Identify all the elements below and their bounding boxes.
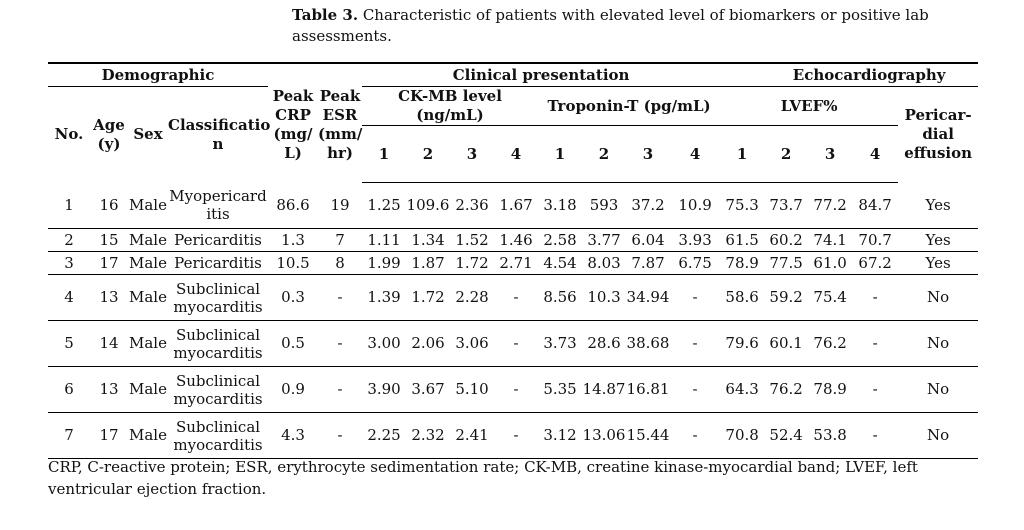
- cell-ckmb-3: 1.72: [450, 252, 494, 275]
- cell-ckmb-3: 2.28: [450, 275, 494, 321]
- cell-lvef-2: 60.2: [764, 229, 808, 252]
- tropt-header: Troponin-T (pg/mL): [538, 87, 720, 126]
- cell-ckmb-3: 2.36: [450, 183, 494, 229]
- cell-tropt-2: 10.3: [582, 275, 626, 321]
- cell-lvef-4: -: [852, 367, 898, 413]
- cell-tropt-4: 3.93: [670, 229, 720, 252]
- cell-lvef-3: 76.2: [808, 321, 852, 367]
- cell-sex: Male: [128, 183, 168, 229]
- cell-lvef-4: 84.7: [852, 183, 898, 229]
- cell-tropt-1: 2.58: [538, 229, 582, 252]
- patient-table: [48, 62, 978, 459]
- cell-no: 1: [48, 183, 90, 229]
- tt-4: 4: [670, 126, 720, 183]
- col-pericardial: Pericar- dial effusion: [904, 106, 973, 163]
- col-crp: Peak CRP (mg/ L): [272, 86, 314, 162]
- cell-lvef-2: 60.1: [764, 321, 808, 367]
- cell-sex: Male: [128, 252, 168, 275]
- cell-ckmb-1: 1.11: [362, 229, 406, 252]
- cell-classification: Subclinical myocarditis: [168, 321, 268, 367]
- cell-tropt-2: 3.77: [582, 229, 626, 252]
- cell-lvef-2: 73.7: [764, 183, 808, 229]
- cell-ckmb-2: 3.67: [406, 367, 450, 413]
- cell-tropt-3: 15.44: [626, 413, 670, 459]
- subgroup-header-row: [48, 87, 978, 126]
- cell-lvef-4: -: [852, 275, 898, 321]
- ck-2: 2: [406, 126, 450, 183]
- group-header-row: [48, 63, 978, 87]
- cell-tropt-4: 10.9: [670, 183, 720, 229]
- cell-ckmb-1: 1.25: [362, 183, 406, 229]
- cell-lvef-2: 77.5: [764, 252, 808, 275]
- cell-sex: Male: [128, 321, 168, 367]
- cell-tropt-4: -: [670, 321, 720, 367]
- cell-sex: Male: [128, 367, 168, 413]
- cell-pericardial-effusion: No: [898, 275, 978, 321]
- cell-esr: -: [318, 321, 362, 367]
- cell-lvef-3: 77.2: [808, 183, 852, 229]
- cell-crp: 4.3: [268, 413, 318, 459]
- cell-pericardial-effusion: No: [898, 413, 978, 459]
- cell-ckmb-4: 1.67: [494, 183, 538, 229]
- cell-ckmb-4: -: [494, 367, 538, 413]
- cell-ckmb-3: 2.41: [450, 413, 494, 459]
- cell-lvef-1: 78.9: [720, 252, 764, 275]
- lvef-4: 4: [852, 126, 898, 183]
- col-classification: Classificatio n: [168, 115, 271, 153]
- cell-crp: 86.6: [268, 183, 318, 229]
- cell-sex: Male: [128, 229, 168, 252]
- cell-tropt-3: 6.04: [626, 229, 670, 252]
- cell-ckmb-1: 3.00: [362, 321, 406, 367]
- cell-ckmb-4: -: [494, 413, 538, 459]
- cell-lvef-2: 52.4: [764, 413, 808, 459]
- cell-pericardial-effusion: Yes: [898, 229, 978, 252]
- cell-tropt-3: 7.87: [626, 252, 670, 275]
- clinical-header: Clinical presentation: [362, 63, 720, 87]
- cell-ckmb-1: 1.99: [362, 252, 406, 275]
- table-footnote: CRP, C-reactive protein; ESR, erythrocyte sedimentation rate; CK-MB, creatine kinase-myocardial band; LVEF, left ventricular ejection fraction.: [48, 458, 918, 498]
- cell-lvef-3: 78.9: [808, 367, 852, 413]
- cell-age: 15: [90, 229, 128, 252]
- cell-no: 2: [48, 229, 90, 252]
- cell-ckmb-2: 1.34: [406, 229, 450, 252]
- lvef-2: 2: [764, 126, 808, 183]
- cell-sex: Male: [128, 275, 168, 321]
- lvef-3: 3: [808, 126, 852, 183]
- cell-lvef-3: 74.1: [808, 229, 852, 252]
- cell-ckmb-3: 1.52: [450, 229, 494, 252]
- cell-tropt-2: 8.03: [582, 252, 626, 275]
- col-sex: Sex: [133, 125, 163, 144]
- cell-pericardial-effusion: Yes: [898, 252, 978, 275]
- cell-tropt-3: 38.68: [626, 321, 670, 367]
- cell-lvef-3: 61.0: [808, 252, 852, 275]
- cell-classification: Myopericard itis: [168, 183, 268, 229]
- cell-crp: 0.3: [268, 275, 318, 321]
- cell-lvef-4: 70.7: [852, 229, 898, 252]
- echo-header: Echocardiography: [720, 63, 978, 87]
- table-row: [48, 321, 978, 367]
- cell-ckmb-4: -: [494, 321, 538, 367]
- ck-4: 4: [494, 126, 538, 183]
- cell-tropt-2: 14.87: [582, 367, 626, 413]
- cell-esr: -: [318, 413, 362, 459]
- cell-lvef-2: 76.2: [764, 367, 808, 413]
- ck-1: 1: [362, 126, 406, 183]
- cell-age: 17: [90, 413, 128, 459]
- cell-no: 4: [48, 275, 90, 321]
- caption-text: Characteristic of patients with elevated level of biomarkers or positive lab assessments.: [292, 6, 929, 45]
- cell-tropt-4: 6.75: [670, 252, 720, 275]
- col-age: Age (y): [93, 115, 125, 153]
- table-row: [48, 252, 978, 275]
- cell-lvef-3: 53.8: [808, 413, 852, 459]
- cell-tropt-2: 28.6: [582, 321, 626, 367]
- table-row: [48, 413, 978, 459]
- table-row: [48, 183, 978, 229]
- cell-age: 14: [90, 321, 128, 367]
- cell-tropt-1: 5.35: [538, 367, 582, 413]
- cell-tropt-4: -: [670, 275, 720, 321]
- cell-ckmb-4: 1.46: [494, 229, 538, 252]
- cell-classification: Subclinical myocarditis: [168, 275, 268, 321]
- cell-lvef-4: -: [852, 413, 898, 459]
- cell-no: 7: [48, 413, 90, 459]
- cell-lvef-3: 75.4: [808, 275, 852, 321]
- cell-tropt-1: 8.56: [538, 275, 582, 321]
- cell-crp: 0.9: [268, 367, 318, 413]
- cell-lvef-4: -: [852, 321, 898, 367]
- table-row: [48, 275, 978, 321]
- cell-ckmb-4: 2.71: [494, 252, 538, 275]
- cell-pericardial-effusion: No: [898, 367, 978, 413]
- cell-lvef-1: 79.6: [720, 321, 764, 367]
- table-row: [48, 367, 978, 413]
- table-row: [48, 229, 978, 252]
- cell-esr: -: [318, 275, 362, 321]
- tt-3: 3: [626, 126, 670, 183]
- cell-lvef-1: 75.3: [720, 183, 764, 229]
- cell-crp: 0.5: [268, 321, 318, 367]
- table-body: [48, 183, 978, 459]
- cell-lvef-1: 58.6: [720, 275, 764, 321]
- cell-lvef-1: 70.8: [720, 413, 764, 459]
- cell-crp: 1.3: [268, 229, 318, 252]
- tt-1: 1: [538, 126, 582, 183]
- cell-lvef-4: 67.2: [852, 252, 898, 275]
- cell-crp: 10.5: [268, 252, 318, 275]
- cell-ckmb-3: 3.06: [450, 321, 494, 367]
- cell-tropt-1: 3.73: [538, 321, 582, 367]
- cell-esr: 8: [318, 252, 362, 275]
- cell-pericardial-effusion: No: [898, 321, 978, 367]
- cell-ckmb-2: 109.6: [406, 183, 450, 229]
- cell-tropt-1: 3.12: [538, 413, 582, 459]
- cell-ckmb-2: 1.72: [406, 275, 450, 321]
- cell-ckmb-2: 1.87: [406, 252, 450, 275]
- lvef-1: 1: [720, 126, 764, 183]
- demographic-header: Demographic: [48, 63, 268, 87]
- cell-age: 17: [90, 252, 128, 275]
- cell-tropt-2: 13.06: [582, 413, 626, 459]
- cell-ckmb-1: 3.90: [362, 367, 406, 413]
- col-esr: Peak ESR (mm/ hr): [318, 86, 363, 162]
- cell-ckmb-1: 1.39: [362, 275, 406, 321]
- cell-no: 6: [48, 367, 90, 413]
- cell-no: 5: [48, 321, 90, 367]
- cell-classification: Pericarditis: [168, 229, 268, 252]
- cell-esr: 7: [318, 229, 362, 252]
- cell-sex: Male: [128, 413, 168, 459]
- cell-tropt-4: -: [670, 367, 720, 413]
- cell-no: 3: [48, 252, 90, 275]
- cell-esr: -: [318, 367, 362, 413]
- cell-lvef-2: 59.2: [764, 275, 808, 321]
- cell-tropt-1: 3.18: [538, 183, 582, 229]
- tt-2: 2: [582, 126, 626, 183]
- cell-ckmb-2: 2.32: [406, 413, 450, 459]
- cell-ckmb-4: -: [494, 275, 538, 321]
- cell-lvef-1: 61.5: [720, 229, 764, 252]
- cell-esr: 19: [318, 183, 362, 229]
- cell-tropt-2: 593: [582, 183, 626, 229]
- cell-classification: Subclinical myocarditis: [168, 413, 268, 459]
- ckmb-header: CK-MB level (ng/mL): [362, 87, 538, 126]
- cell-tropt-1: 4.54: [538, 252, 582, 275]
- ck-3: 3: [450, 126, 494, 183]
- cell-tropt-3: 37.2: [626, 183, 670, 229]
- cell-ckmb-1: 2.25: [362, 413, 406, 459]
- cell-ckmb-3: 5.10: [450, 367, 494, 413]
- lvef-header: LVEF%: [720, 87, 898, 126]
- cell-classification: Pericarditis: [168, 252, 268, 275]
- col-no: No.: [54, 125, 84, 144]
- cell-classification: Subclinical myocarditis: [168, 367, 268, 413]
- cell-tropt-3: 34.94: [626, 275, 670, 321]
- caption-label: Table 3.: [292, 6, 359, 24]
- cell-tropt-3: 16.81: [626, 367, 670, 413]
- cell-tropt-4: -: [670, 413, 720, 459]
- cell-ckmb-2: 2.06: [406, 321, 450, 367]
- cell-age: 16: [90, 183, 128, 229]
- cell-pericardial-effusion: Yes: [898, 183, 978, 229]
- cell-lvef-1: 64.3: [720, 367, 764, 413]
- cell-age: 13: [90, 367, 128, 413]
- table-caption: [292, 5, 942, 47]
- cell-age: 13: [90, 275, 128, 321]
